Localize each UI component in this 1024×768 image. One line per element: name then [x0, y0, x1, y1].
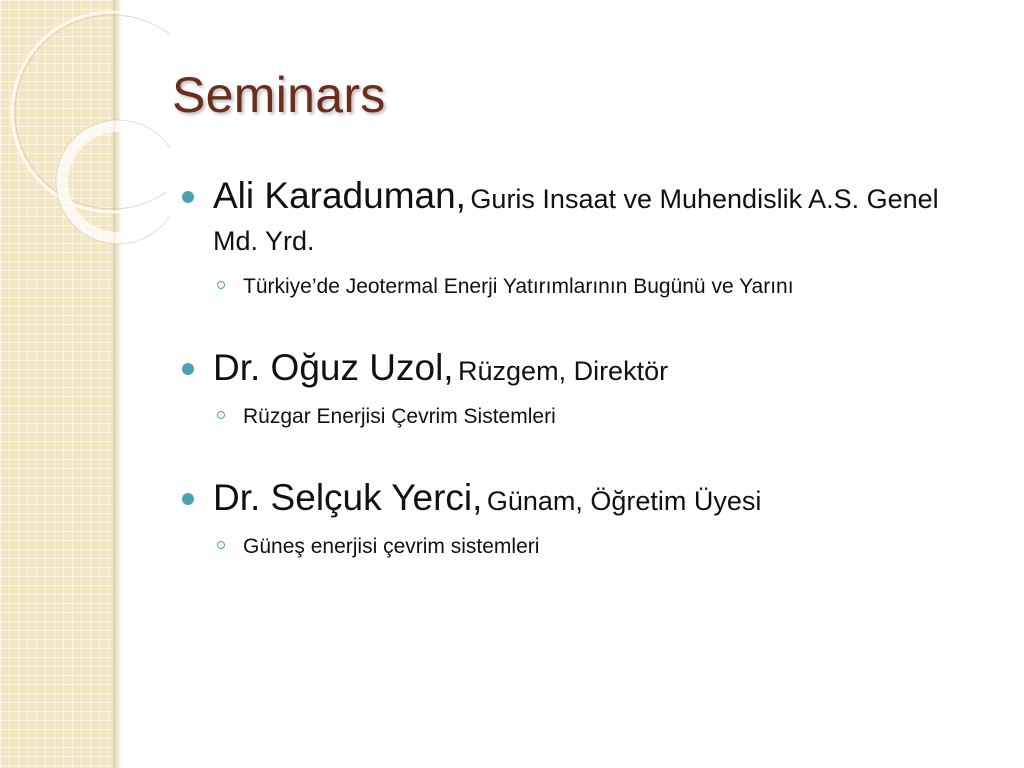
seminar-topic: Güneş enerjisi çevrim sistemleri: [243, 535, 540, 558]
decorative-rings: [0, 0, 170, 260]
seminar-topic: Rüzgar Enerjisi Çevrim Sistemleri: [243, 405, 556, 428]
sub-item: [182, 532, 982, 564]
ring-bullet-icon: [217, 281, 225, 289]
sub-item: [182, 402, 982, 434]
bullet-dot-icon: [182, 191, 194, 203]
seminar-topic: Türkiye’de Jeotermal Enerji Yatırımlarının Bugünü ve Yarını: [243, 275, 794, 298]
slide-title: Seminars: [172, 67, 386, 123]
bullet-dot-icon: [182, 493, 194, 505]
list-item: [182, 474, 982, 564]
entry-text: [213, 172, 982, 262]
speaker-affiliation: Guris Insaat ve Muhendislik A.S. Genel Md. Yrd.: [213, 184, 939, 256]
list-item: [182, 172, 982, 304]
entry-text: [213, 344, 982, 392]
speaker-affiliation: Rüzgem, Direktör: [458, 356, 669, 386]
bullet-dot-icon: [182, 363, 194, 375]
speaker-name: Dr. Oğuz Uzol,: [213, 347, 454, 388]
speaker-name: Dr. Selçuk Yerci,: [213, 477, 483, 518]
ring-bullet-icon: [217, 541, 225, 549]
speaker-name: Ali Karaduman,: [213, 175, 466, 216]
list-item: [182, 344, 982, 434]
seminar-list: [182, 172, 982, 592]
entry-text: [213, 474, 982, 522]
speaker-affiliation: Günam, Öğretim Üyesi: [486, 486, 762, 516]
sub-item: [182, 272, 982, 304]
ring-bullet-icon: [217, 411, 225, 419]
